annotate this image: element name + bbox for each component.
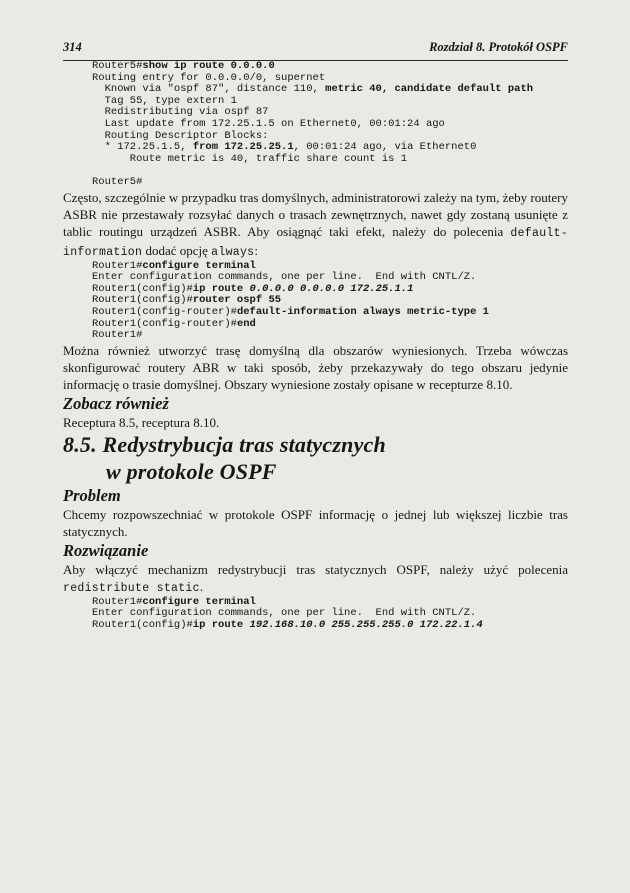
paragraph-abr-stub-areas bbox=[63, 342, 568, 393]
text-segment: dodać opcję bbox=[142, 242, 212, 258]
text-segment: Aby włączyć mechanizm redystrybucji tras statycznych OSPF, należy użyć polecenia bbox=[63, 561, 568, 577]
text-segment: redistribute static bbox=[63, 581, 200, 595]
text-segment: show ip route 0.0.0.0 bbox=[142, 60, 275, 72]
text-segment: router ospf 55 bbox=[192, 294, 282, 307]
text-segment: . bbox=[199, 578, 204, 594]
text-segment: Router1# bbox=[92, 595, 143, 608]
text-segment: default-information always metric-type 1 bbox=[236, 305, 489, 318]
text-segment: Można również utworzyć trasę domyślną dla obszarów wyniesionych. Trzeba wówczas skonfigurować routery ABR w taki sposób, żeby przekazywały do tego obszaru jedynie informację o trasie domyślnej. Obszary wyniesione zostały opisane w recepturze 8.10. bbox=[63, 342, 568, 392]
text-segment: Tag 55, type extern 1 bbox=[92, 94, 237, 107]
text-segment: default-information bbox=[63, 226, 568, 259]
code-block-default-information-config bbox=[92, 261, 568, 342]
paragraph-asbr-default-information bbox=[63, 189, 568, 261]
problem-heading: Problem bbox=[63, 485, 121, 505]
text-segment: Router1(config)# bbox=[92, 618, 193, 631]
text-segment: , 00:01:24 ago, via Ethernet0 bbox=[293, 141, 477, 154]
code-line bbox=[92, 165, 568, 177]
see-also-heading: Zobacz również bbox=[63, 393, 169, 413]
text-segment: Router1# bbox=[92, 329, 143, 342]
code-line bbox=[92, 330, 568, 342]
text-segment: Last update from 172.25.1.5 on Ethernet0, 00:01:24 ago bbox=[92, 117, 445, 130]
text-segment: ip route bbox=[192, 282, 250, 295]
text-segment: configure terminal bbox=[142, 259, 256, 272]
text-segment: Routing Descriptor Blocks: bbox=[92, 129, 269, 142]
text-segment: Enter configuration commands, one per line. End with CNTL/Z. bbox=[92, 271, 477, 284]
text-segment: 0.0.0.0 0.0.0.0 172.25.1.1 bbox=[249, 282, 414, 295]
text-segment: Routing entry for 0.0.0.0/0, supernet bbox=[92, 71, 326, 84]
text-segment: Route metric is 40, traffic share count is 1 bbox=[92, 152, 408, 165]
text-segment: * 172.25.1.5, bbox=[92, 141, 193, 154]
page-number: 314 bbox=[63, 40, 82, 54]
problem-text: Chcemy rozpowszechniać w protokole OSPF informację o jednej lub większej liczbie tras statycznych. bbox=[63, 506, 568, 539]
text-segment: 192.168.10.0 255.255.255.0 172.22.1.4 bbox=[249, 618, 483, 631]
text-segment: from 172.25.25.1 bbox=[192, 141, 294, 154]
text-segment: Często, szczególnie w przypadku tras domyślnych, administratorowi zależy na tym, żeby routery ASBR nie przestawały rozsyłać danych o trasach zewnętrznych, nawet gdy zostaną usunięte z tablic routingu urządzeń ASBR. Aby osiągnąć taki efekt, należy do polecenia bbox=[63, 189, 568, 239]
see-also-text: Receptura 8.5, receptura 8.10. bbox=[63, 414, 220, 430]
recipe-heading-line2: w protokole OSPF bbox=[106, 458, 277, 484]
text-segment: Router5# bbox=[92, 60, 143, 72]
recipe-heading-line1: 8.5. Redystrybucja tras statycznych bbox=[63, 431, 386, 457]
text-segment: ip route bbox=[192, 618, 250, 631]
recipe-8-5-heading bbox=[63, 431, 568, 485]
text-segment: configure terminal bbox=[142, 595, 256, 608]
solution-text bbox=[63, 561, 568, 597]
code-line bbox=[92, 319, 568, 331]
text-segment: : bbox=[254, 242, 259, 258]
solution-heading: Rozwiązanie bbox=[63, 540, 149, 560]
text-segment: Enter configuration commands, one per line. End with CNTL/Z. bbox=[92, 607, 477, 620]
code-block-redistribute-static bbox=[92, 597, 568, 632]
text-segment: Known via "ospf 87", distance 110, bbox=[92, 83, 326, 96]
text-segment: Redistributing via ospf 87 bbox=[92, 106, 269, 119]
text-segment: Router1(config-router)# bbox=[92, 317, 237, 330]
text-segment: metric 40, candidate default path bbox=[325, 83, 534, 96]
text-segment: Router1(config-router)# bbox=[92, 305, 237, 318]
text-segment: Router1(config)# bbox=[92, 282, 193, 295]
text-segment: Router1# bbox=[92, 259, 143, 272]
code-line bbox=[92, 154, 568, 166]
text-segment: Router5# bbox=[92, 175, 143, 188]
page-header bbox=[63, 40, 568, 61]
code-block-show-ip-route bbox=[92, 61, 568, 189]
text-segment: always bbox=[211, 245, 255, 259]
code-line bbox=[92, 620, 568, 632]
chapter-title: Rozdział 8. Protokół OSPF bbox=[429, 40, 568, 54]
text-segment: end bbox=[236, 317, 256, 330]
code-line bbox=[92, 177, 568, 189]
text-segment: Router1(config)# bbox=[92, 294, 193, 307]
